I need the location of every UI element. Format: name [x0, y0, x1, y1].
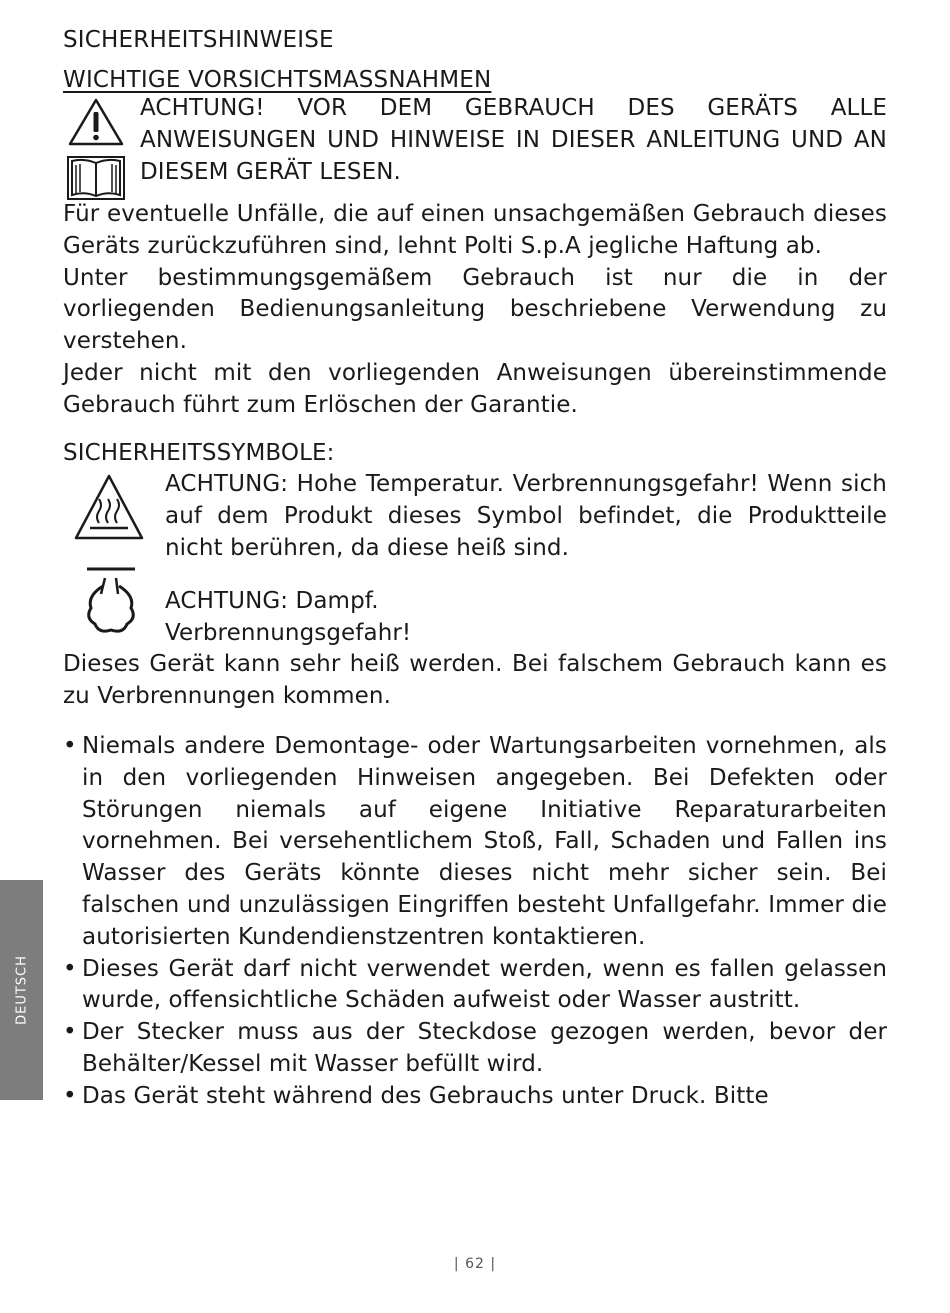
page-content	[63, 24, 887, 1113]
warning-intro-text: ACHTUNG! VOR DEM GEBRAUCH DES GERÄTS ALLE ANWEISUNGEN UND HINWEISE IN DIESER ANLEITUNG UND AN DIESEM GERÄT LESEN.	[140, 95, 887, 185]
warning-triangle-icon	[67, 97, 125, 147]
read-manual-icon	[66, 153, 126, 203]
bullet-icon: •	[63, 1019, 77, 1046]
list-item: • Der Stecker muss aus der Steckdose gezogen werden, bevor der Behälter/Kessel mit Wasser befüllt wird.	[63, 1019, 887, 1077]
list-item: • Das Gerät steht während des Gebrauchs unter Druck. Bitte	[63, 1081, 887, 1113]
bullet-icon: •	[63, 732, 77, 759]
steam-text-line1: ACHTUNG: Dampf.	[165, 587, 379, 614]
warning-block	[63, 93, 887, 197]
list-item: • Niemals andere Demontage- oder Wartungsarbeiten vornehmen, als in den vorliegenden Hinweisen angegeben. Bei Defekten oder Störungen niemals auf eigene Initiative Reparaturarbeiten vornehmen. Bei versehentlichem Stoß, Fall, Schaden und Fallen ins Wasser des Geräts könnte dieses nicht mehr sicher sein. Bei falschen und unzulässigen Eingriffen besteht Unfallgefahr. Immer die autorisierten Kundendienstzentren kontaktieren.	[63, 732, 887, 950]
warranty-paragraph: Jeder nicht mit den vorliegenden Anweisungen übereinstimmende Gebrauch führt zum Erlöschen der Garantie.	[63, 359, 887, 418]
section-subtitle: WICHTIGE VORSICHTSMASSNAHMEN	[63, 67, 492, 93]
hot-surface-text: ACHTUNG: Hohe Temperatur. Verbrennungsgefahr! Wenn sich auf dem Produkt dieses Symbol befindet, die Produktteile nicht berühren, da diese heiß sind.	[165, 471, 887, 561]
bullet-icon: •	[63, 1082, 77, 1109]
steam-text-line2: Verbrennungsgefahr!	[165, 619, 412, 646]
page-title: SICHERHEITSHINWEISE	[63, 27, 334, 53]
page-number: | 62 |	[453, 1256, 497, 1272]
bullet-icon: •	[63, 955, 77, 982]
liability-paragraph: Für eventuelle Unfälle, die auf einen unsachgemäßen Gebrauch dieses Geräts zurückzuführen sind, lehnt Polti S.p.A jegliche Haftung ab.	[63, 201, 887, 259]
list-item: • Dieses Gerät darf nicht verwendet werden, wenn es fallen gelassen wurde, offensichtliche Schäden aufweist oder Wasser austritt.	[63, 955, 887, 1014]
safety-bullet-list	[63, 731, 887, 1113]
side-tab-label: DEUTSCH	[14, 955, 29, 1025]
steam-icon	[83, 566, 143, 636]
intended-use-paragraph: Unter bestimmungsgemäßem Gebrauch ist nur die in der vorliegenden Bedienungsanleitung beschriebene Verwendung zu verstehen.	[63, 264, 887, 355]
burn-note: Dieses Gerät kann sehr heiß werden. Bei falschem Gebrauch kann es zu Verbrennungen kommen.	[63, 651, 887, 710]
hot-surface-icon	[73, 473, 145, 541]
symbols-heading: SICHERHEITSSYMBOLE:	[63, 439, 335, 466]
steam-symbol-row	[63, 586, 887, 650]
hot-surface-symbol-row	[63, 469, 887, 564]
language-side-tab	[0, 880, 43, 1100]
